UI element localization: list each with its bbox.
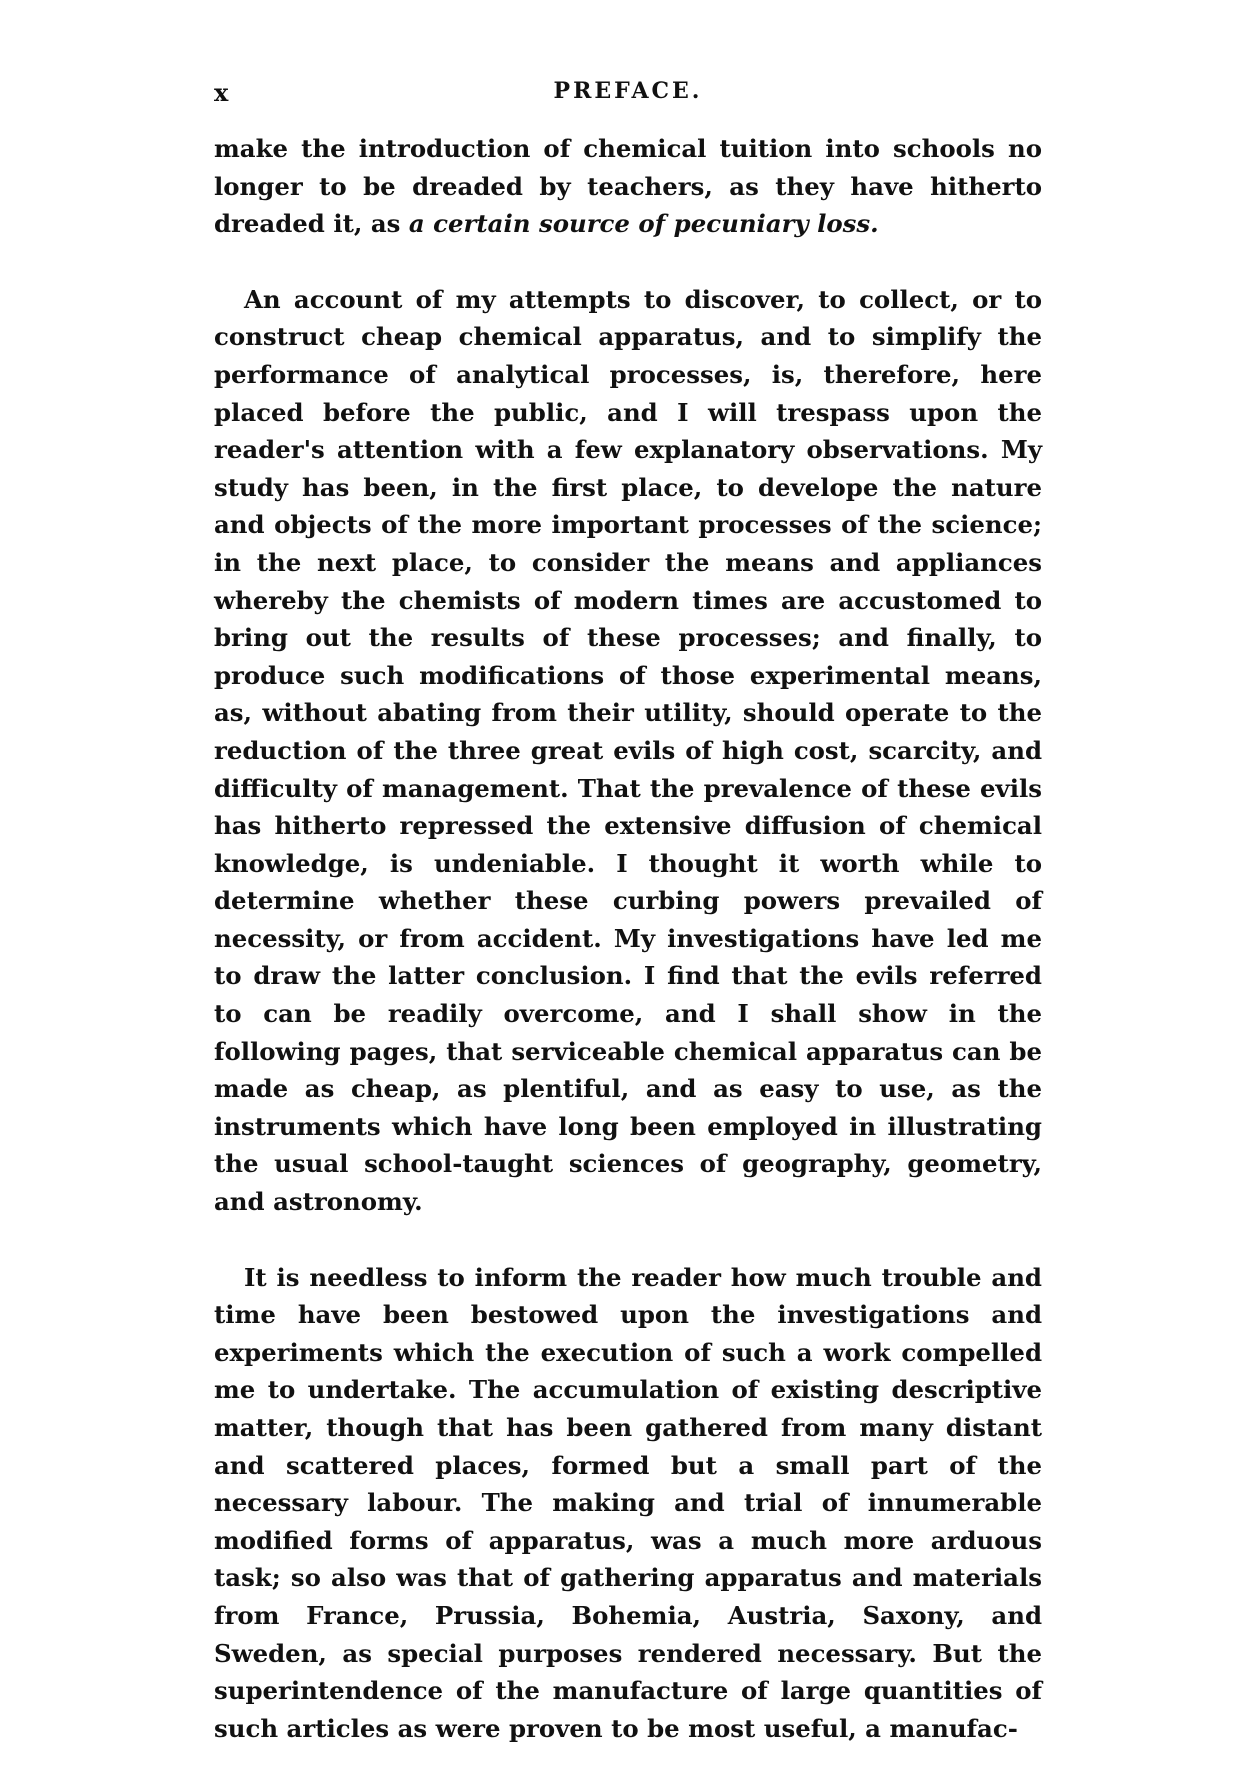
body-text xyxy=(214,130,1042,1747)
paragraph-continuation xyxy=(214,130,1042,243)
page-header xyxy=(214,78,1042,114)
page-number: x xyxy=(214,78,230,107)
running-head: PREFACE. xyxy=(553,78,703,104)
paragraph-investigations: It is needless to inform the reader how much trouble and time have been bestowed upon the investigations and experiments which the execution of such a work compelled me to undertake. The accumulation of existing descriptive matter, though that has been gathered from many distant and scattered places, formed but a small part of the necessary labour. The making and trial of innumerable modified forms of apparatus, was a much more arduous task; so also was that of gathering apparatus and materials from France, Prussia, Bohemia, Austria, Saxony, and Sweden, as special purposes rendered necessary. But the superintendence of the manufacture of large quantities of such articles as were proven to be most useful, a manufac- xyxy=(214,1262,1042,1743)
paragraph-1-italic-text: a certain source of pecuniary loss. xyxy=(408,209,879,239)
paragraph-1-text: make the introduction of chemical tuition into schools no longer to be dreaded by teachers, as they have hitherto dreaded it, as xyxy=(214,134,1042,239)
paragraph-apparatus-account: An account of my attempts to discover, to collect, or to construct cheap chemical apparatus, and to simplify the performance of analytical processes, is, therefore, here placed before the public, and I will trespass upon the reader's attention with a few explanatory observations. My study has been, in the first place, to develope the nature and objects of the more important processes of the science; in the next place, to consider the means and appliances whereby the chemists of modern times are accustomed to bring out the results of these processes; and finally, to produce such modifications of those experimental means, as, without abating from their utility, should operate to the reduction of the three great evils of high cost, scarcity, and difficulty of management. That the prevalence of these evils has hitherto repressed the extensive diffusion of chemical knowledge, is undeniable. I thought it worth while to determine whether these curbing powers prevailed of necessity, or from accident. My investigations have led me to draw the latter conclusion. I find that the evils referred to can be readily overcome, and I shall show in the following pages, that serviceable chemical apparatus can be made as cheap, as plentiful, and as easy to use, as the instruments which have long been employed in illustrating the usual school-taught sciences of geography, geometry, and astronomy. xyxy=(214,284,1042,1217)
